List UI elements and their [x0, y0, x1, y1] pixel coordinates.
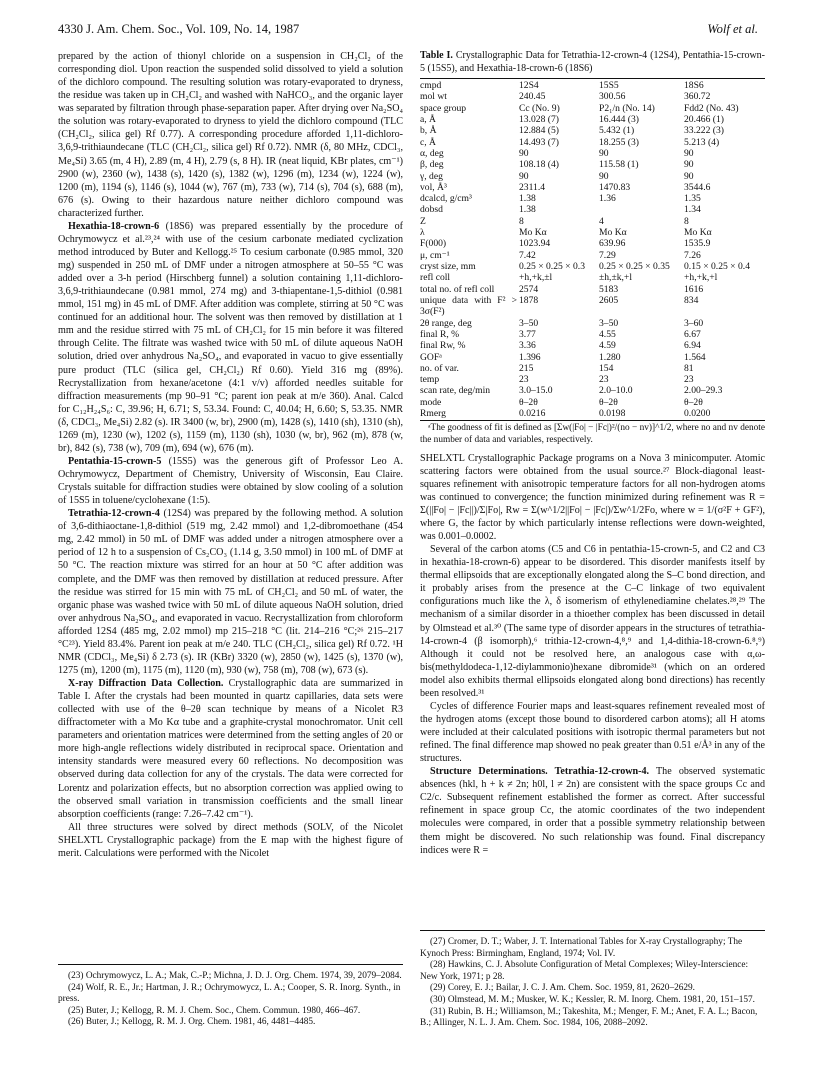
table-row [420, 261, 765, 272]
reference: (23) Ochrymowycz, L. A.; Mak, C.-P.; Michna, J. D. J. Org. Chem. 1974, 39, 2079–2084. [68, 971, 402, 981]
paragraph: prepared by the action of thionyl chloride on a suspension in CH₂Cl₂ of the corresponding diol. Upon reaction the suspended solid dissolved to yield a solution of the dichloro compound. The resulting solution was rotary-evaporated to dryness, the residue was taken up in CH₂Cl₂ and washed with NaHCO₃, and the organic layer was separated by filtration through phase-separation paper. After drying over Na₂SO₄ the solution was rotary-evaporated to dryness to yield the dichloro compound (TLC (CH₂Cl₂, silica gel) Rf 0.77). A corresponding procedure afforded 1,11-dichloro-3,6,9-trithiaundecane (TLC (CH₂Cl₂, silica gel) Rf 0.72). NMR (δ, 80 MHz, CDCl₃, Me₄Si) 3.65 (m, 4 H), 2.89 (m, 4 H), 2.79 (s, 8 H). IR (neat liquid, KBr plates, cm⁻¹) 2900 (w), 2360 (w), 1438 (s), 1420 (s), 1382 (w), 1296 (m), 1234 (w), 1224 (w), 1200 (m), 1194 (s), 1146 (s), 1044 (w), 767 (m), 733 (w), 714 (s), 704 (s), 688 (m), 676 (s). Owing to their hazardous nature neither dichloro compound was characterized further. [58, 51, 403, 219]
table-row [420, 340, 765, 351]
table-footnote: ᵃThe goodness of fit is defined as [Σw(|Fo| − |Fc|)²/(no − nv)]^1/2, where no and nv denote the number of data and variables, respectively. [420, 423, 765, 445]
table-cell: 12S4 [519, 79, 599, 92]
table-cell: 0.0216 [519, 408, 599, 421]
run-in-heading: Pentathia-15-crown-5 [68, 455, 162, 467]
table-row [420, 159, 765, 170]
table-cell: Cc (No. 9) [519, 102, 560, 114]
table-row [420, 193, 765, 204]
reference: (24) Wolf, R. E., Jr.; Hartman, J. R.; Ochrymowycz, L. A.; Cooper, S. R. Inorg. Synth., in press. [58, 982, 401, 1005]
reference: (26) Buter, J.; Kellogg, R. M. J. Org. Chem. 1981, 46, 4481–4485. [68, 1017, 316, 1028]
run-in-heading: Structure Determinations. Tetrathia-12-crown-4. [430, 766, 650, 778]
table-cell: 90 [684, 170, 694, 182]
table-row [420, 79, 765, 92]
table-row [420, 374, 765, 385]
table-row-label: γ, deg [420, 170, 443, 182]
table-cell: 0.0200 [684, 408, 765, 421]
table-cell: 3544.6 [684, 181, 711, 193]
table-cell: 1878 [519, 294, 539, 306]
table-caption [420, 50, 765, 75]
table-cell: P2₁/n (No. 14) [599, 102, 655, 114]
table-cell: 90 [599, 170, 609, 182]
table-cell: 154 [599, 362, 614, 374]
table-row-label: Rmerg [420, 408, 519, 421]
table-row-label: F(000) [420, 238, 447, 250]
table-cell: 4.55 [599, 328, 616, 340]
table-cell: 240.45 [519, 91, 546, 103]
table-cell: 5.432 (1) [599, 125, 635, 137]
references-right [420, 930, 765, 1030]
table-cell: 90 [684, 159, 694, 171]
paragraph [420, 765, 765, 856]
table-row [420, 363, 765, 374]
table-row [420, 125, 765, 136]
table-cell: 3–50 [599, 317, 619, 329]
table-row [420, 397, 765, 408]
table-row [420, 238, 765, 249]
table-row-label: mode [420, 396, 442, 408]
reference: (30) Olmstead, M. M.; Musker, W. K.; Kessler, R. M. Inorg. Chem. 1981, 20, 151–157. [430, 995, 755, 1006]
paragraph [58, 455, 403, 507]
table-row-label: final R, % [420, 328, 460, 340]
paragraph-text: (15S5) was the generous gift of Professor Leo A. Ochrymowycz, Department of Chemistry, University of Wisconsin, Eau Claire. Crystals suitable for diffraction studies were obtained by slow cooling of a solution of 15S5 in toluene/cyclohexane (1:5). [58, 455, 403, 507]
table-cell: 7.42 [519, 249, 536, 261]
reference: (28) Hawkins, C. J. Absolute Configuration of Metal Complexes; Wiley-Interscience: New York, 1971; p 28. [420, 960, 749, 982]
table-cell: ±h,±k,+l [599, 272, 632, 284]
table-row-label: Z [420, 215, 426, 227]
journal-citation: 4330 J. Am. Chem. Soc., Vol. 109, No. 14, 1987 [58, 22, 300, 36]
table-cell [599, 204, 684, 215]
table-row-label: vol, Å³ [420, 181, 447, 193]
table-cell: 3.36 [519, 340, 536, 352]
table-cell: 115.58 (1) [599, 159, 639, 171]
table-cell: 14.493 (7) [519, 136, 559, 148]
table-row [420, 295, 765, 318]
table-cell: 360.72 [684, 91, 711, 103]
table-row-label: α, deg [420, 147, 444, 159]
authors: Wolf et al. [707, 22, 758, 36]
table-row-label: dobsd [420, 204, 443, 216]
table-cell: 639.96 [599, 238, 626, 250]
table-cell: 1616 [684, 283, 704, 295]
table-cell: 1.38 [519, 193, 536, 205]
table-cell: 0.15 × 0.25 × 0.4 [684, 261, 750, 272]
table-cell: 108.18 (4) [519, 159, 559, 171]
paragraph-text: The observed systematic absences (hkl, h + k ≠ 2n; h0l, l ≠ 2n) are consistent with the space groups Cc and C2/c. Subsequent refinement established the former as correct. After successful refinement in space group Cc, the atomic coordinates of the two independent molecules were compared, in order that a possible symmetry relationship between them might be discovered. No such relationship was found. Final discrepancy indices were R = [420, 766, 765, 856]
table-cell: 12.884 (5) [519, 125, 559, 137]
table-row-label: dcalcd, g/cm³ [420, 193, 472, 205]
table-row-label: a, Å [420, 113, 436, 125]
paragraph: Several of the carbon atoms (C5 and C6 in pentathia-15-crown-5, and C2 and C3 in hexathia-18-crown-6) appear to be disordered. This disorder manifests itself by thermal ellipsoids that are exceptionally elongated along the S–C bond direction, and it probably arises from the presence at the C–C linkage of two equivalent configurations much like the λ, δ isomerism of ethylenediamine chelates.²⁸,²⁹ The mechanism of a similar disorder in a thioether complex has been discussed in detail by Olmstead et al.³⁰ (The same type of disorder appears in the structures of tetrathia-14-crown-4 (β isomorph),⁶ trithia-12-crown-4,⁸,⁹ and 1,4-dithia-18-crown-6.⁸,⁹) Although it could not be resolved here, an analogous case with α,ω-bis(methyldodeca-1,12-diylammonio)hexane dibromide³¹ (which on an ordered model also exhibits thermal ellipsoids elongated along bond directions) has recently been resolved.³¹ [420, 544, 765, 699]
table-row [420, 318, 765, 329]
table-row-label: space group [420, 102, 467, 114]
table-cell: 18S6 [684, 79, 765, 92]
table-cell: 4 [599, 215, 604, 227]
table-cell: 3–50 [519, 317, 539, 329]
paragraph [58, 220, 403, 455]
reference: (25) Buter, J.; Kellogg, R. M. J. Chem. Soc., Chem. Commun. 1980, 466–467. [68, 1005, 361, 1016]
paragraph: All three structures were solved by direct methods (SOLV, of the Nicolet SHELXTL Crystallographic package) from the E map with the highest figure of merit. Calculations were performed with the Nicolet [58, 821, 403, 859]
table-row-label: refl coll [420, 272, 451, 284]
table-cell: Fdd2 (No. 43) [684, 102, 739, 114]
table-row-label: unique data with F² > 3σ(F²) [420, 294, 517, 318]
table-cell: 2.00–29.3 [684, 385, 723, 397]
table-row-label: scan rate, deg/min [420, 385, 491, 397]
table-cell: 215 [519, 362, 534, 374]
table-row-label: b, Å [420, 125, 437, 137]
table-cell: 16.444 (3) [599, 113, 639, 125]
table-cell: 6.94 [684, 340, 701, 352]
table-cell: 1.396 [519, 351, 541, 363]
table-row [420, 352, 765, 363]
table-cell: 20.466 (1) [684, 113, 724, 125]
table-cell: 3.0–15.0 [519, 385, 553, 397]
table-cell: 5.213 (4) [684, 136, 720, 148]
table-cell: 8 [684, 215, 689, 227]
table-cell: 6.67 [684, 328, 701, 340]
table-row-label: total no. of refl coll [420, 283, 495, 295]
paragraph: Cycles of difference Fourier maps and least-squares refinement revealed most of the hydrogen atoms (except those bound to disordered carbon atoms); all H atoms were included at their calculated positions with isotropic thermal parameters but not refined. The final difference map showed no peak greater than 0.51 e/Å³ in any of the structures. [420, 700, 765, 765]
table-row [420, 148, 765, 159]
table-cell: θ–2θ [599, 396, 618, 408]
table-cell: 8 [519, 215, 524, 227]
table-cell: Mo Kα [599, 227, 627, 239]
table-row [420, 385, 765, 396]
table-cell: 2311.4 [519, 181, 546, 193]
table-cell: 1.564 [684, 351, 706, 363]
crystallographic-data-table [420, 78, 765, 421]
table-row [420, 91, 765, 102]
table-row [420, 329, 765, 340]
table-row-label: c, Å [420, 136, 436, 148]
table-row-label: no. of var. [420, 362, 459, 374]
table-cell: 0.0198 [599, 408, 684, 421]
reference: (31) Rubin, B. H.; Williamson, M.; Takeshita, M.; Menger, F. M.; Anet, F. A. L.; Bacon, B.; Allinger, N. L. J. Am. Chem. Soc. 1984, 106, 2088–2092. [420, 1006, 758, 1029]
table-cell: 1023.94 [519, 238, 551, 250]
paragraph [58, 677, 403, 821]
table-cell: 2605 [599, 294, 619, 306]
table-cell: 2574 [519, 283, 539, 295]
table-cell: 3–60 [684, 317, 704, 329]
table-row [420, 114, 765, 125]
table-cell: 23 [684, 374, 694, 386]
table-cell: 3.77 [519, 328, 536, 340]
table-cell: 300.56 [599, 91, 626, 103]
table-cell: +h,+k,±l [519, 272, 553, 284]
references-left [58, 964, 403, 1029]
table-cell: 23 [599, 374, 609, 386]
table-row [420, 204, 765, 215]
table-cell: Mo Kα [684, 227, 712, 239]
table-row-label: 2θ range, deg [420, 317, 472, 329]
table-cell: 18.255 (3) [599, 136, 639, 148]
table-row [420, 408, 765, 421]
table-cell: 90 [519, 147, 529, 159]
paragraph-text: (18S6) was prepared essentially by the procedure of Ochrymowycz et al.²³,²⁴ with use of the cesium carbonate mediated cyclization method introduced by Buter and Kellogg.²⁵ To cesium carbonate (0.985 mmol, 320 mg) suspended in 250 mL of DMF under a nitrogen atmosphere at 50–55 °C was added over a 3-h period (Hirschberg funnel) a solution containing 1,11-dichloro-3,6,9-trithiaundecane (0.981 mmol, 274 mg) and 3-thiapentane-1,5-dithiol (0.981 mmol, 151 mg) in 45 mL of DMF. After addition was complete, stirring at 50 °C was continued for an additional hour. The solvent was then removed by distillation at 1 mm and the residue stirred with 75 mL of CH₂Cl₂ for 15 min before it was filtered through Celite. The filtrate was washed twice with 50 mL of dilute aqueous NaOH solution, dried over anhydrous Na₂SO₄, and evaporated in vacuo to give essentially pure product (TLC (silica gel, CH₂Cl₂) Rf 0.60). Yield 316 mg (89%). Recrystallization from hexane/acetone (4:1 v/v) afforded needles suitable for diffraction measurements (mp 90–91 °C; parent ion peak at m/e 360). Anal. Calcd for C₁₂H₂₄S₆: C, 39.96; H, 6.71; S, 53.34. Found: C, 40.04; H, 6.60; S, 53.35. NMR (δ, CDCl₃, Me₄Si) 2.82 (s). IR 3400 (w, br), 2900 (m), 1428 (s), 1410 (sh), 1310 (sh), 1269 (m), 1230 (w), 1202 (s), 1159 (m), 1130 (sh), 1030 (w, br), 962 (m), 878 (w, br), 842 (s), 738 (w), 709 (m), 694 (w), 676 (m). [58, 220, 403, 454]
paragraph-text: (12S4) was prepared by the following method. A solution of 3,6-dithiaoctane-1,8-dithiol (519 mg, 2.42 mmol) and 1,2-dibromoethane (454 mg, 2.42 mmol) in 50 mL of DMF was added under a nitrogen atmosphere over a period of 12 h to a suspension of Cs₂CO₃ (1.14 g, 3.50 mmol) in 100 mL of DMF at 50 °C. The reaction mixture was stirred for an hour at 50 °C after addition was complete, and the DMF was then removed by distillation at reduced pressure. After the residue was stirred for 15 min with 75 mL of CH₂Cl₂ and 50 mL of water, the organic phase was washed twice with 50 mL of dilute aqueous NaOH solution, dried over anhydrous Na₂SO₄, and evaporated in vacuo. Recrystallization from chloroform afforded 12S4 (485 mg, 2.02 mmol) mp 215–218 °C (lit. 214–216 °C;²⁶ 215–217 °C²³). Yield 83.4%. Parent ion peak at m/e 240. TLC (CH₂Cl₂, silica gel) Rf 0.72. ¹H NMR (CDCl₃, Me₄Si) δ 2.73 (s). IR (KBr) 3320 (w), 2850 (w), 1425 (s), 1370 (w), 1275 (m), 1200 (m), 1175 (m), 1120 (m), 930 (w), 758 (m), 708 (w), 673 (s). [58, 508, 403, 676]
reference: (29) Corey, E. J.; Bailar, J. C. J. Am. Chem. Soc. 1959, 81, 2620–2629. [430, 983, 696, 994]
table-row-label: cmpd [420, 79, 519, 92]
table-cell: 7.26 [684, 249, 701, 261]
table-row [420, 182, 765, 193]
run-in-heading: Tetrathia-12-crown-4 [68, 508, 160, 520]
paragraph [58, 507, 403, 677]
table-row-label: final Rw, % [420, 340, 466, 352]
table-row-label: GOFᵃ [420, 351, 442, 363]
table-caption-text: Crystallographic Data for Tetrathia-12-crown-4 (12S4), Pentathia-15-crown-5 (15S5), and Hexathia-18-crown-6 (18S6) [420, 50, 765, 74]
table-row-label: β, deg [420, 159, 444, 171]
table-cell: 33.222 (3) [684, 125, 724, 137]
run-in-heading: Hexathia-18-crown-6 [68, 220, 160, 232]
table-cell: 0.25 × 0.25 × 0.35 [599, 261, 670, 272]
table-cell: 2.0–10.0 [599, 385, 633, 397]
table-row [420, 137, 765, 148]
paragraph: SHELXTL Crystallographic Package programs on a Nova 3 minicomputer. Atomic scattering factors were obtained from the usual source.²⁷ Block-diagonal least-squares refinement with anisotropic temperature factors for all non-hydrogen atoms was continued to convergence; the function minimized during refinement was R = Σ(||Fo| − |Fc||)/Σ|Fo|, Rw = Σ(w^1/2||Fo| − |Fc|)/Σw^1/2Fo, where w = 1/(σ²F + GF²), where G, the factor by which particularly intense reflections were down-weighted, was 0.001–0.0002. [420, 452, 765, 543]
table-cell: 0.25 × 0.25 × 0.3 [519, 261, 585, 272]
table-cell: 15S5 [599, 79, 684, 92]
table-cell: 1.34 [684, 204, 701, 216]
table-cell: θ–2θ [684, 396, 703, 408]
table-cell: 1.280 [599, 351, 621, 363]
table-cell: 90 [519, 170, 529, 182]
reference: (27) Cromer, D. T.; Waber, J. T. International Tables for X-ray Crystallography; The Kynoch Press: Birmingham, England, 1974; Vol. IV. [420, 937, 743, 959]
table-cell: 1.35 [684, 193, 701, 205]
table-row-label: cryst size, mm [420, 261, 476, 272]
table-row-label: mol wt [420, 91, 447, 103]
running-header [58, 22, 758, 42]
table-row-label: temp [420, 374, 440, 386]
table-cell: 90 [599, 147, 609, 159]
table-cell: 834 [684, 294, 699, 306]
paragraph-text: Crystallographic data are summarized in Table I. After the crystals had been mounted in quartz capillaries, data sets were collected with use of the θ–2θ scan technique by means of a Nicolet R3 diffractometer with a Mo Kα tube and a graphite-crystal monochromator. Unit cell parameters and orientation matrices were determined from the setting angles of 20 or more high-angle reflections widely distributed in reciprocal space. Orientation and intensity standards were measured every 60 reflections. No decomposition was observed during data collection for any of the crystals. The data were corrected for Lorentz and polarization effects, but no absorption correction was applied owing to the observed small variation in transmission coefficients and the small linear absorption coefficients (range: 7.26–7.42 cm⁻¹). [58, 678, 403, 820]
table-row [420, 171, 765, 182]
table-cell: +h,+k,+l [684, 272, 718, 284]
table-cell: 1470.83 [599, 181, 631, 193]
table-cell: 5183 [599, 283, 619, 295]
run-in-heading: X-ray Diffraction Data Collection. [68, 678, 224, 689]
table-cell: 13.028 (7) [519, 113, 559, 125]
table-cell: θ–2θ [519, 396, 538, 408]
table-cell: 4.59 [599, 340, 616, 352]
table-row [420, 250, 765, 261]
table-cell: 1535.9 [684, 238, 711, 250]
table-row-label: μ, cm⁻¹ [420, 249, 450, 261]
table-cell: 81 [684, 362, 694, 374]
table-cell: Mo Kα [519, 227, 547, 239]
table-cell: 23 [519, 374, 529, 386]
table-row-label: λ [420, 227, 425, 239]
table-row [420, 272, 765, 283]
table-cell: 7.29 [599, 249, 616, 261]
table-row [420, 227, 765, 238]
left-column [58, 50, 403, 860]
table-cell: 90 [684, 147, 694, 159]
right-column [420, 50, 765, 857]
table-cell: 1.36 [599, 193, 616, 205]
table-row [420, 284, 765, 295]
table-label: Table I. [420, 50, 453, 61]
table-cell: 1.38 [519, 204, 536, 216]
table-row [420, 216, 765, 227]
table-row [420, 103, 765, 114]
